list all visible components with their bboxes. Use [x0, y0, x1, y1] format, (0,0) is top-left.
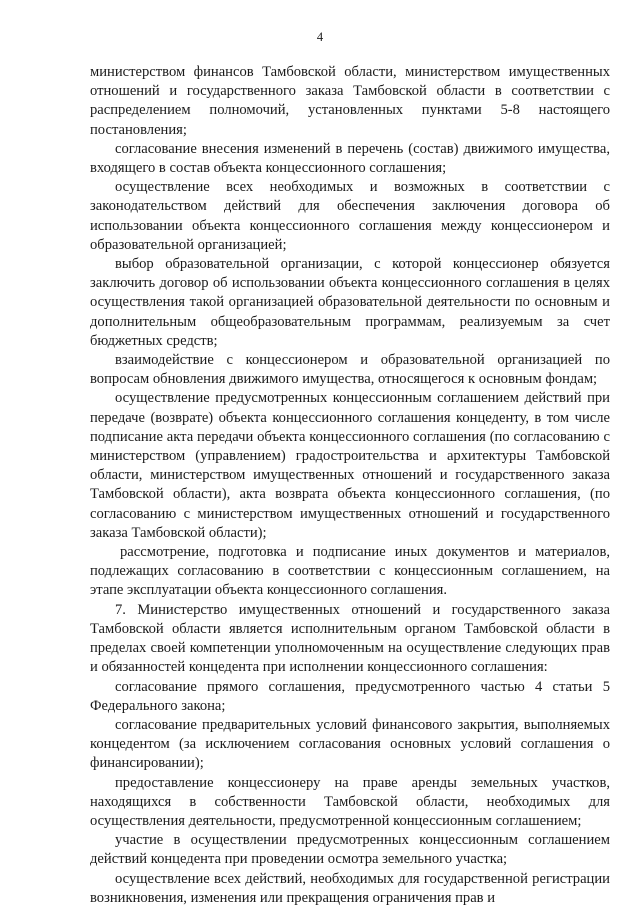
- paragraph: осуществление всех необходимых и возможных в соответствии с законодательством действий для обеспечения заключения договора об использовании объекта концессионного соглашения между концессионером и образовательной организацией;: [90, 179, 610, 253]
- paragraph: согласование внесения изменений в перечень (состав) движимого имущества, входящего в состав объекта концессионного соглашения;: [90, 140, 610, 177]
- paragraph: осуществление предусмотренных концессионным соглашением действий при передаче (возврате) объекта концессионного соглашения концеденту, в том числе подписание акта передачи объекта концессионного соглашения (по согласованию с министерством (управлением) градостроительства и архитектуры Тамбовской области, министерством имущественных отношений и государственного заказа Тамбовской области), акта возврата объекта концессионного соглашения, (по согласованию с министерством имущественных отношений и государственного заказа Тамбовской области);: [90, 390, 610, 541]
- paragraph: согласование прямого соглашения, предусмотренного частью 4 статьи 5 Федерального закона;: [90, 678, 610, 714]
- paragraph: взаимодействие с концессионером и образовательной организацией по вопросам обновления движимого имущества, относящегося к основным фондам;: [90, 352, 610, 388]
- paragraph: рассмотрение, подготовка и подписание иных документов и материалов, подлежащих согласованию в соответствии с концессионным соглашением, на этапе эксплуатации объекта концессионного соглашения.: [90, 544, 610, 599]
- paragraph: выбор образовательной организации, с которой концессионер обязуется заключить договор об использовании объекта концессионного соглашения в целях осуществления такой организацией образовательной деятельности по основным и дополнительным общеобразовательным программам, реализуемым за счет бюджетных средств;: [90, 256, 610, 349]
- paragraph: министерством финансов Тамбовской области, министерством имущественных отношений и государственного заказа Тамбовской области в соответствии с распределением полномочий, установленных пунктами 5-8 настоящего постановления;: [90, 64, 610, 138]
- paragraph: согласование предварительных условий финансового закрытия, выполняемых концедентом (за исключением согласования основных условий соглашения о финансировании);: [90, 716, 610, 772]
- page-number: 4: [316, 30, 324, 44]
- paragraph: предоставление концессионеру на праве аренды земельных участков, находящихся в собственности Тамбовской области, необходимых для осуществления деятельности, предусмотренной концессионным соглашением;: [90, 774, 610, 829]
- paragraph: 7. Министерство имущественных отношений и государственного заказа Тамбовской области является исполнительным органом Тамбовской области в пределах своей компетенции уполномоченным на осуществление следующих прав и обязанностей концедента при исполнении концессионного соглашения:: [90, 601, 610, 676]
- paragraph: осуществление всех действий, необходимых для государственной регистрации возникновения, изменения или прекращения ограничения прав и: [90, 870, 610, 906]
- document-body: [90, 63, 610, 908]
- paragraph: участие в осуществлении предусмотренных концессионным соглашением действий концедента при проведении осмотра земельного участка;: [90, 832, 610, 868]
